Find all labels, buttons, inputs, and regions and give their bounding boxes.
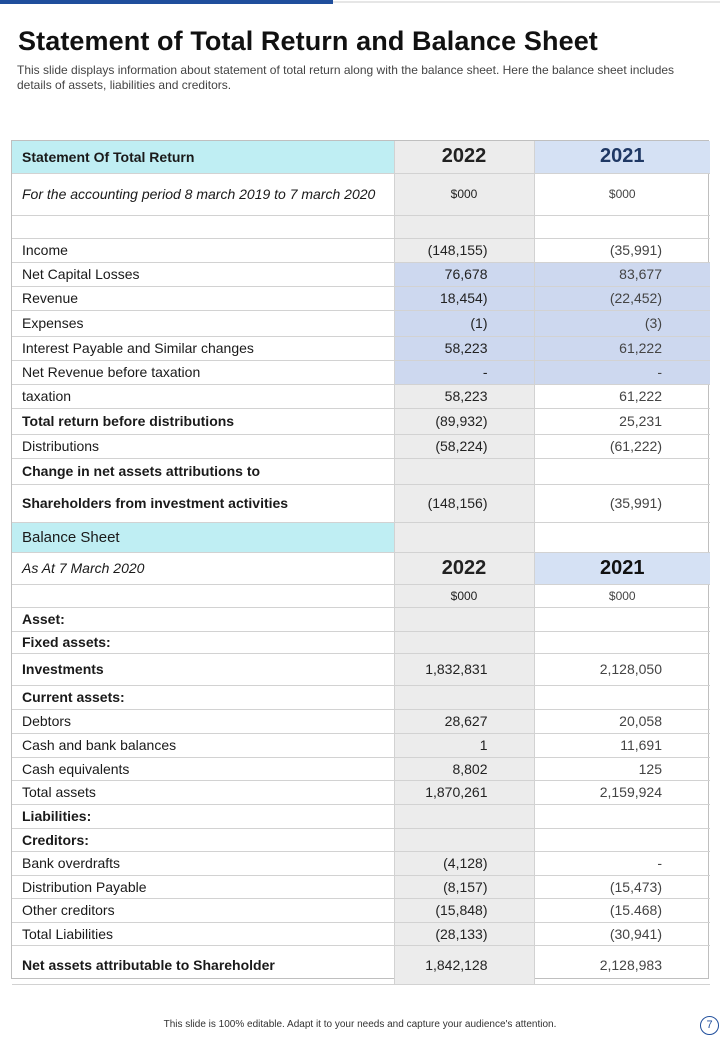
bs-year-2021: 2021 [534, 552, 710, 584]
value-2022: (8,157) [394, 875, 534, 898]
bs-year-2022: 2022 [394, 552, 534, 584]
table-row [12, 757, 710, 780]
value-2022: 28,627 [394, 709, 534, 733]
value-2022: 8,802 [394, 757, 534, 780]
value-2021: (15.468) [534, 898, 710, 922]
value-2021: 2,128,050 [534, 653, 710, 685]
row-label: Cash equivalents [12, 757, 394, 780]
table-row [12, 286, 710, 310]
value-2021 [534, 458, 710, 484]
str-header-row [12, 141, 710, 173]
bs-unit-row [12, 584, 710, 607]
value-2022: 18,454) [394, 286, 534, 310]
table-row [12, 875, 710, 898]
value-2021 [534, 607, 710, 631]
str-spacer-row [12, 215, 710, 238]
table-row [12, 458, 710, 484]
row-label: Liabilities: [12, 804, 394, 828]
table-row [12, 434, 710, 458]
table-row [12, 408, 710, 434]
value-2022: (4,128) [394, 851, 534, 875]
value-2022 [394, 685, 534, 709]
bs-unit-2021: $000 [534, 584, 710, 607]
value-2022: (148,156) [394, 484, 534, 522]
value-2022: (15,848) [394, 898, 534, 922]
value-2022 [394, 631, 534, 653]
value-2021: (22,452) [534, 286, 710, 310]
value-2022: 1,832,831 [394, 653, 534, 685]
value-2022: 1 [394, 733, 534, 757]
row-label: Total assets [12, 780, 394, 804]
row-label: Investments [12, 653, 394, 685]
table-row [12, 851, 710, 875]
row-label: Income [12, 238, 394, 262]
str-period-row [12, 173, 710, 215]
table-row [12, 922, 710, 945]
top-accent-line [333, 1, 720, 3]
value-2021: 20,058 [534, 709, 710, 733]
row-label: Fixed assets: [12, 631, 394, 653]
value-2021 [534, 631, 710, 653]
value-2021: (15,473) [534, 875, 710, 898]
row-label: Distribution Payable [12, 875, 394, 898]
value-2022: 58,223 [394, 336, 534, 360]
str-year-2021: 2021 [534, 141, 710, 173]
value-2022: 76,678 [394, 262, 534, 286]
page-subtitle: This slide displays information about statement of total return along with the balance sheet. Here the balance sheet includes details of assets, liabilities and creditors. [17, 63, 675, 92]
table-row [12, 733, 710, 757]
value-2022: (1) [394, 310, 534, 336]
footer-note: This slide is 100% editable. Adapt it to your needs and capture your audience's attention. [163, 1019, 557, 1030]
row-label: Change in net assets attributions to [12, 458, 394, 484]
table-row [12, 484, 710, 522]
row-label: Current assets: [12, 685, 394, 709]
bs-as-at-row [12, 552, 710, 584]
value-2021: 11,691 [534, 733, 710, 757]
value-2021: 83,677 [534, 262, 710, 286]
bs-as-at-label: As At 7 March 2020 [12, 552, 394, 584]
bs-unit-2022: $000 [394, 584, 534, 607]
top-accent-bar [0, 0, 333, 4]
value-2021 [534, 685, 710, 709]
table-row [12, 631, 710, 653]
row-label: Other creditors [12, 898, 394, 922]
value-2021: (35,991) [534, 238, 710, 262]
table-row [12, 384, 710, 408]
value-2022: (89,932) [394, 408, 534, 434]
table-row [12, 653, 710, 685]
row-label: Cash and bank balances [12, 733, 394, 757]
row-label: Revenue [12, 286, 394, 310]
value-2021: - [534, 360, 710, 384]
row-label: Net Revenue before taxation [12, 360, 394, 384]
row-label: Creditors: [12, 828, 394, 851]
financial-table [12, 141, 710, 985]
value-2021: 2,128,983 [534, 945, 710, 984]
row-label: Interest Payable and Similar changes [12, 336, 394, 360]
value-2022 [394, 458, 534, 484]
bs-section-header: Balance Sheet [12, 522, 394, 552]
row-label: taxation [12, 384, 394, 408]
value-2021: 125 [534, 757, 710, 780]
value-2022: 1,842,128 [394, 945, 534, 984]
value-2021: 2,159,924 [534, 780, 710, 804]
value-2021: - [534, 851, 710, 875]
value-2022 [394, 607, 534, 631]
value-2021: 61,222 [534, 336, 710, 360]
financial-statement-sheet [11, 140, 709, 979]
str-year-2022: 2022 [394, 141, 534, 173]
row-label: Debtors [12, 709, 394, 733]
row-label: Bank overdrafts [12, 851, 394, 875]
value-2022: 58,223 [394, 384, 534, 408]
row-label: Distributions [12, 434, 394, 458]
row-label: Net Capital Losses [12, 262, 394, 286]
value-2021: (61,222) [534, 434, 710, 458]
value-2022: (58,224) [394, 434, 534, 458]
table-row [12, 262, 710, 286]
table-row [12, 607, 710, 631]
value-2022: (148,155) [394, 238, 534, 262]
bs-header-row [12, 522, 710, 552]
row-label: Asset: [12, 607, 394, 631]
table-row [12, 709, 710, 733]
str-unit-2022: $000 [394, 173, 534, 215]
value-2021: (35,991) [534, 484, 710, 522]
row-label: Net assets attributable to Shareholder [12, 945, 394, 984]
row-label: Total return before distributions [12, 408, 394, 434]
value-2022: (28,133) [394, 922, 534, 945]
table-row [12, 945, 710, 984]
page-number: 7 [700, 1016, 719, 1035]
str-unit-2021: $000 [534, 173, 710, 215]
value-2021: 61,222 [534, 384, 710, 408]
table-row [12, 336, 710, 360]
str-period-label: For the accounting period 8 march 2019 to 7 march 2020 [12, 173, 394, 215]
page-title: Statement of Total Return and Balance Sheet [18, 26, 598, 56]
value-2022: 1,870,261 [394, 780, 534, 804]
value-2021: 25,231 [534, 408, 710, 434]
table-row [12, 685, 710, 709]
table-row [12, 780, 710, 804]
str-section-header: Statement Of Total Return [12, 141, 394, 173]
table-row [12, 310, 710, 336]
table-row [12, 360, 710, 384]
table-row [12, 238, 710, 262]
table-row [12, 898, 710, 922]
value-2022: - [394, 360, 534, 384]
row-label: Shareholders from investment activities [12, 484, 394, 522]
table-row [12, 804, 710, 828]
value-2021 [534, 828, 710, 851]
row-label: Expenses [12, 310, 394, 336]
row-label: Total Liabilities [12, 922, 394, 945]
value-2021 [534, 804, 710, 828]
table-row [12, 828, 710, 851]
value-2021: (30,941) [534, 922, 710, 945]
value-2022 [394, 804, 534, 828]
value-2022 [394, 828, 534, 851]
value-2021: (3) [534, 310, 710, 336]
